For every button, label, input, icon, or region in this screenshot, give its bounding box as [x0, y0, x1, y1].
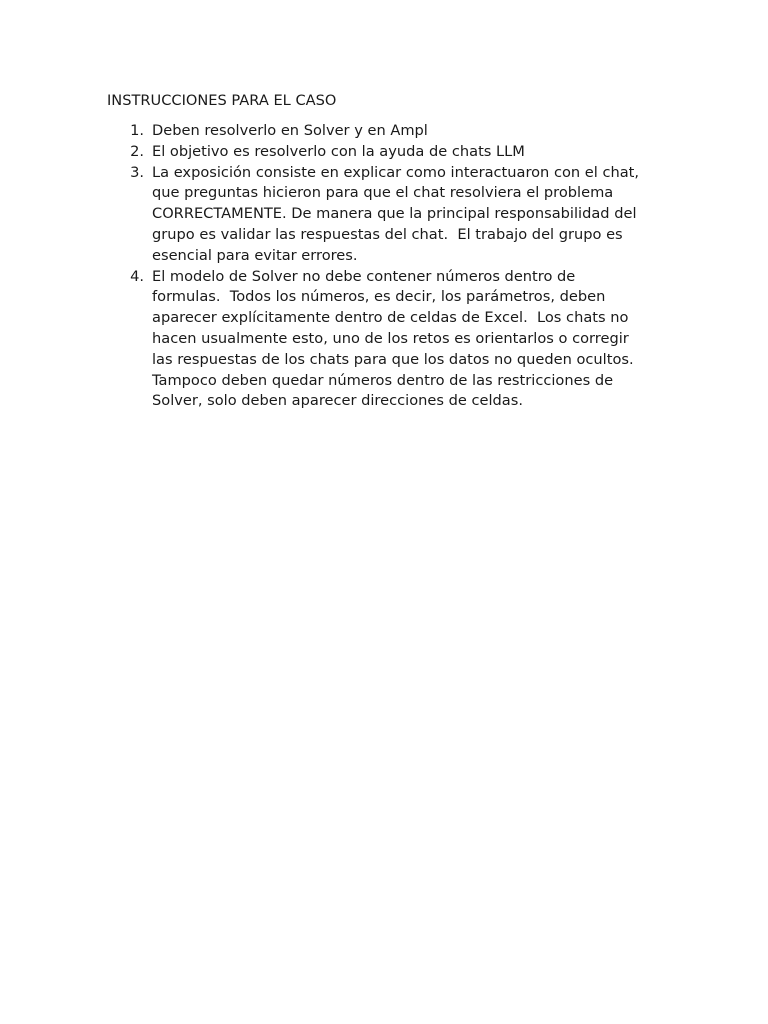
list-item-text — [152, 121, 667, 142]
list-item-2 — [107, 142, 667, 163]
text-line: La exposición consiste en explicar como interactuaron con el chat, — [152, 163, 640, 181]
list-item-number: 1. — [130, 122, 144, 139]
list-item-4 — [107, 267, 667, 413]
list-item-text — [152, 163, 667, 267]
text-line: que preguntas hicieron para que el chat resolviera el problema — [152, 184, 614, 202]
text-line: Tampoco deben quedar números dentro de las restricciones de — [152, 371, 614, 389]
text-line: El modelo de Solver no debe contener números dentro de — [152, 267, 576, 285]
text-line: Solver, solo deben aparecer direcciones de celdas. — [152, 392, 523, 410]
instructions-list — [107, 121, 667, 412]
list-item-number: 2. — [130, 142, 144, 160]
text-line: aparecer explícitamente dentro de celdas de Excel. Los chats no — [152, 309, 629, 327]
list-item-number: 4. — [130, 267, 144, 285]
text-line: grupo es validar las respuestas del chat. El trabajo del grupo es — [152, 225, 623, 243]
text-line: El objetivo es resolverlo con la ayuda de chats LLM — [152, 142, 525, 160]
list-item-text — [152, 142, 667, 163]
list-item-1 — [107, 121, 667, 142]
text-line: CORRECTAMENTE. De manera que la principal responsabilidad del — [152, 205, 637, 223]
text-line: formulas. Todos los números, es decir, los parámetros, deben — [152, 288, 606, 306]
text-line: hacen usualmente esto, uno de los retos es orientarlos o corregir — [152, 329, 629, 347]
text-line: Deben resolverlo en Solver y en Ampl — [152, 122, 428, 139]
document-title: INSTRUCCIONES PARA EL CASO — [107, 92, 337, 109]
text-line: esencial para evitar errores. — [152, 246, 358, 264]
list-item-text — [152, 267, 667, 413]
list-item-3 — [107, 163, 667, 267]
text-line: las respuestas de los chats para que los datos no queden ocultos. — [152, 350, 634, 368]
list-item-number: 3. — [130, 163, 144, 181]
